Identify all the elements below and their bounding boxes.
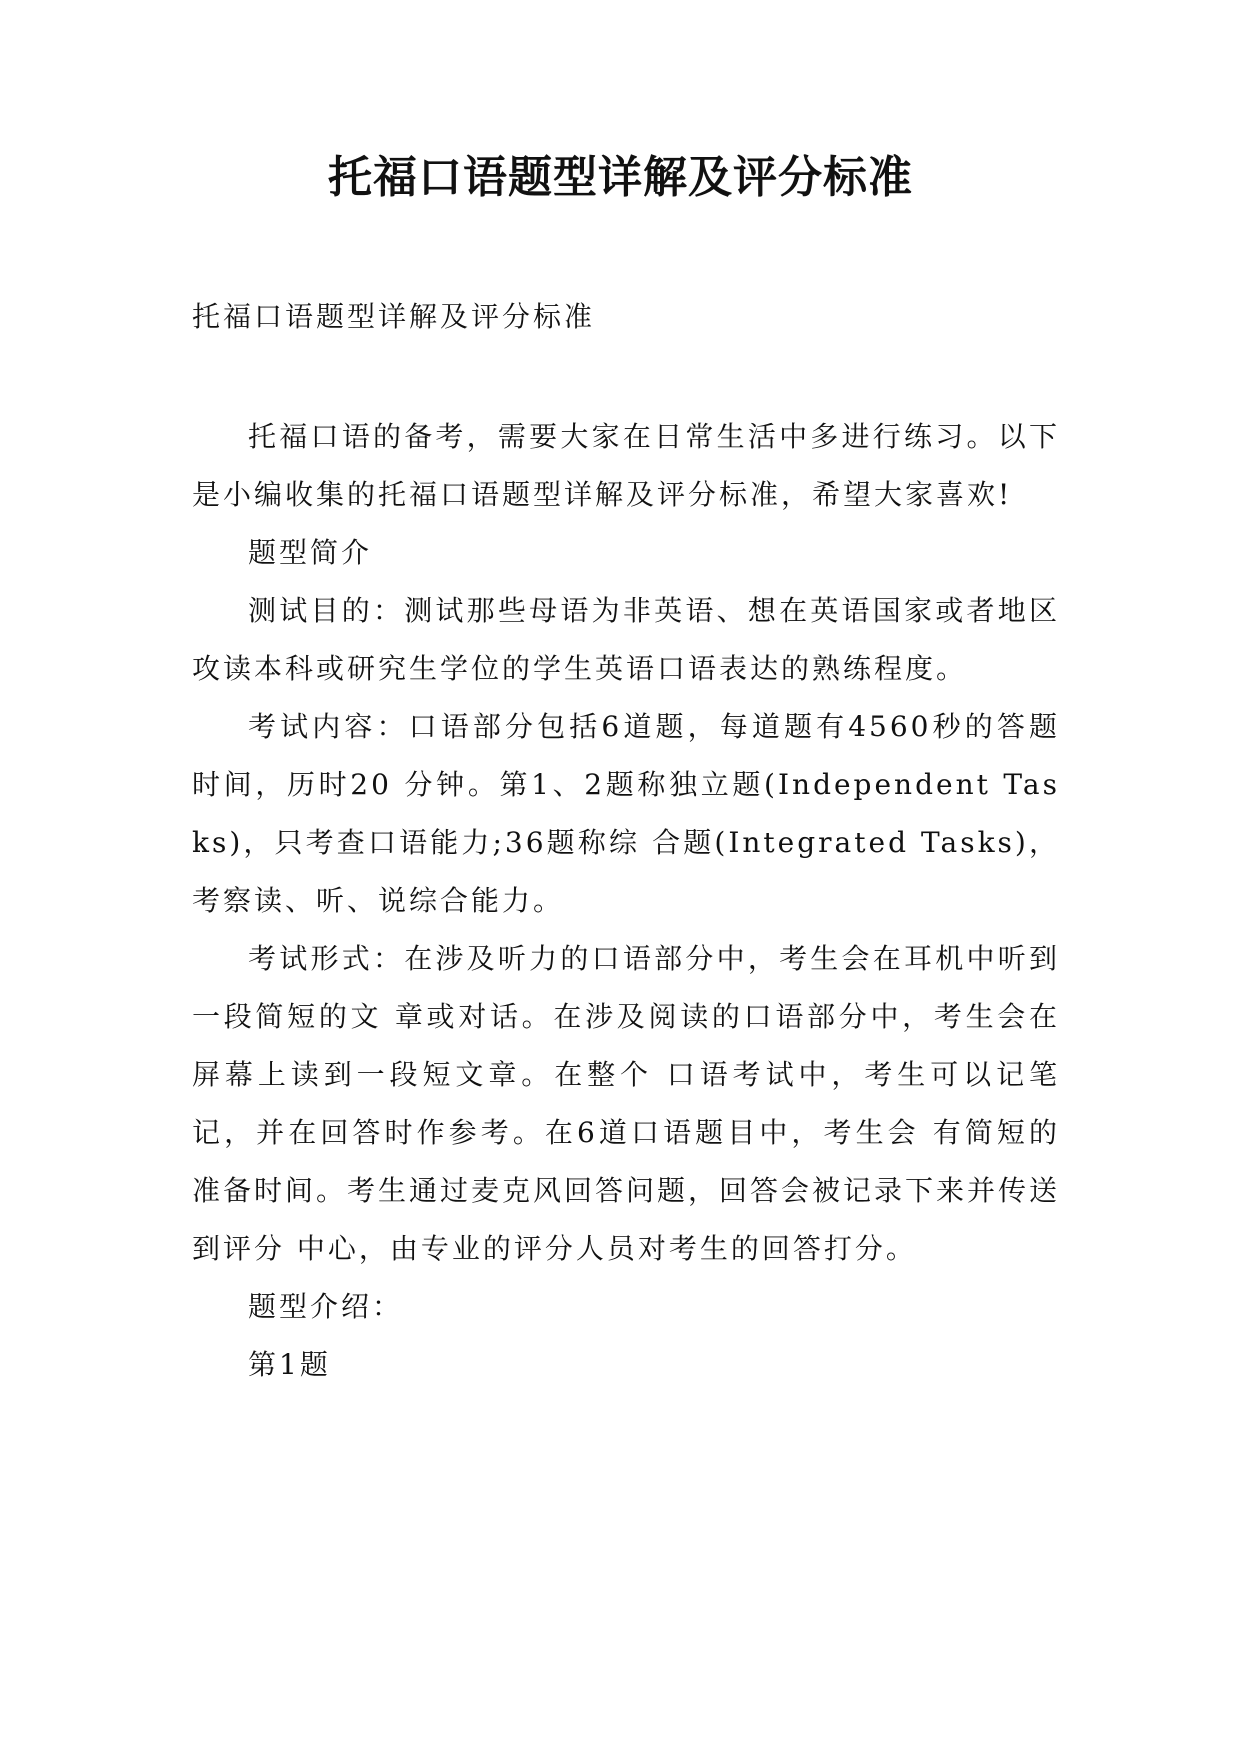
heading-overview: 题型简介 <box>248 536 373 569</box>
paragraph-content: 考试内容：口语部分包括6道题，每道题有4560秒的答题时间，历时20 分钟。第1、2题称独立题(Independent Tasks)，只考查口语能力;36题称综 合题(Integrated Tasks)，考察读、听、说综合能力。 <box>192 710 1060 917</box>
paragraph-purpose: 测试目的：测试那些母语为非英语、想在英语国家或者地区攻读本科或研究生学位的学生英语口语表达的熟练程度。 <box>192 594 1060 685</box>
document-subtitle: 托福口语题型详解及评分标准 <box>192 300 596 333</box>
document-body <box>192 408 1060 1394</box>
paragraph-format: 考试形式：在涉及听力的口语部分中，考生会在耳机中听到一段简短的文 章或对话。在涉及阅读的口语部分中，考生会在屏幕上读到一段短文章。在整个 口语考试中，考生可以记笔记，并在回答时作参考。在6道口语题目中，考生会 有简短的准备时间。考生通过麦克风回答问题，回答会被记录下来并传送到评分 中心，由专业的评分人员对考生的回答打分。 <box>192 942 1061 1265</box>
paragraph-intro: 托福口语的备考，需要大家在日常生活中多进行练习。以下是小编收集的托福口语题型详解及评分标准，希望大家喜欢! <box>192 420 1060 511</box>
heading-task-intro: 题型介绍： <box>248 1290 404 1323</box>
heading-task-1: 第1题 <box>248 1348 331 1381</box>
document-title: 托福口语题型详解及评分标准 <box>328 152 913 203</box>
